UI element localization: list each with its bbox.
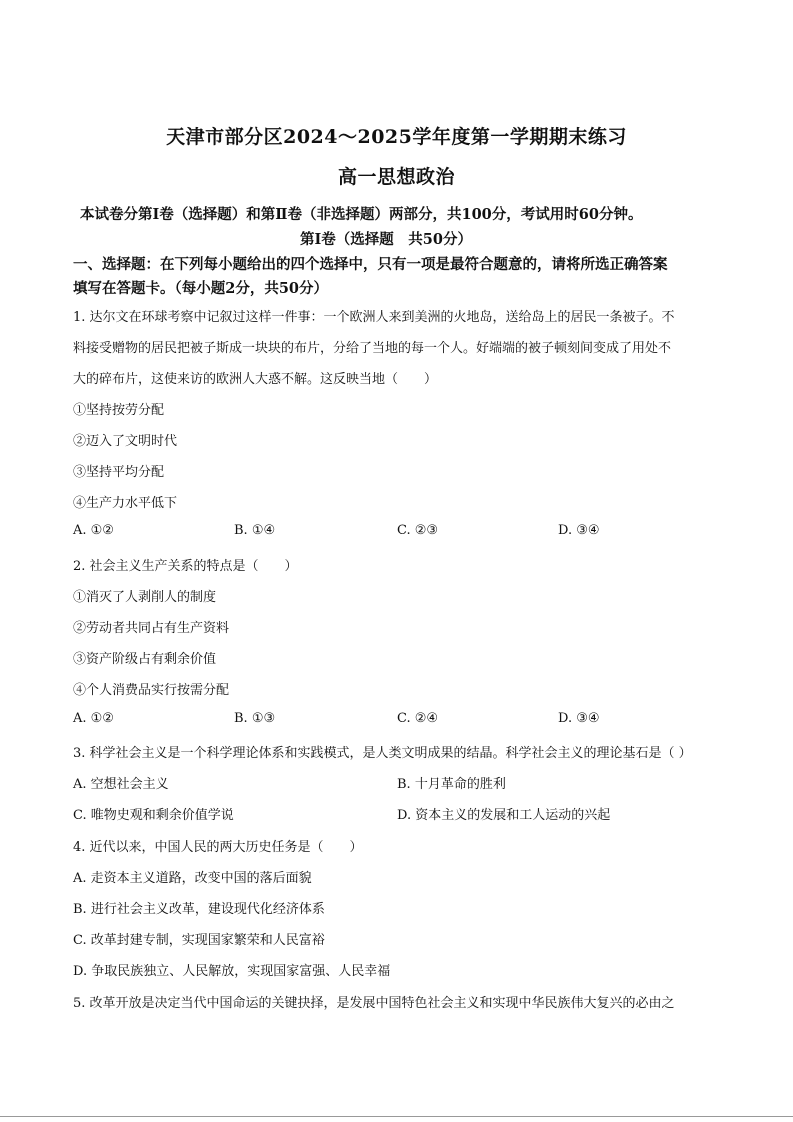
q3-option-a: A. 空想社会主义 <box>73 777 169 792</box>
q4-option-b: B. 进行社会主义改革，建设现代化经济体系 <box>73 902 325 917</box>
q1-option-d: D. ③④ <box>558 523 600 538</box>
q1-stem-line-3: 大的碎布片，这使来访的欧洲人大惑不解。这反映当地（ ） <box>73 372 438 387</box>
instructions-line-1: 一、选择题：在下列每小题给出的四个选择中，只有一项是最符合题意的，请将所选正确答案 <box>73 256 668 273</box>
q2-option-a: A. ①② <box>73 711 114 726</box>
q2-option-b: B. ①③ <box>234 711 276 726</box>
q4-option-c: C. 改革封建专制，实现国家繁荣和人民富裕 <box>73 933 325 948</box>
q4-stem: 4. 近代以来，中国人民的两大历史任务是（ ） <box>73 840 363 855</box>
instructions-line-2: 填写在答题卡。（每小题2分，共50分） <box>73 280 329 297</box>
q3-stem: 3. 科学社会主义是一个科学理论体系和实践模式，是人类文明成果的结晶。科学社会主义的理论基石是（ ） <box>73 746 692 761</box>
q2-statement-3: ③资产阶级占有剩余价值 <box>73 652 217 667</box>
q2-option-c: C. ②④ <box>397 711 439 726</box>
q3-option-c: C. 唯物史观和剩余价值学说 <box>73 808 234 823</box>
q1-statement-1: ①坚持按劳分配 <box>73 403 165 418</box>
q1-option-c: C. ②③ <box>397 523 439 538</box>
q2-stem: 2. 社会主义生产关系的特点是（ ） <box>73 559 298 574</box>
page-title: 天津市部分区2024～2025学年度第一学期期末练习 <box>166 126 627 148</box>
q2-statement-2: ②劳动者共同占有生产资料 <box>73 621 230 636</box>
q1-stem-line-1: 1. 达尔文在环球考察中记叙过这样一件事：一个欧洲人来到美洲的火地岛，送给岛上的居民一条被子。不 <box>73 310 675 325</box>
q2-statement-4: ④个人消费品实行按需分配 <box>73 683 230 698</box>
q2-option-d: D. ③④ <box>558 711 600 726</box>
page-subtitle: 高一思想政治 <box>337 166 455 188</box>
exam-intro: 本试卷分第Ⅰ卷（选择题）和第Ⅱ卷（非选择题）两部分，共100分，考试用时60分钟。 <box>80 206 643 223</box>
q3-option-d: D. 资本主义的发展和工人运动的兴起 <box>397 808 611 823</box>
q1-option-b: B. ①④ <box>234 523 276 538</box>
q5-stem: 5. 改革开放是决定当代中国命运的关键抉择，是发展中国特色社会主义和实现中华民族伟大复兴的必由之 <box>73 996 675 1011</box>
q1-statement-3: ③坚持平均分配 <box>73 465 165 480</box>
q1-stem-line-2: 料接受赠物的居民把被子斯成一块块的布片，分给了当地的每一个人。好端端的被子顿刻间变成了用处不 <box>73 341 672 356</box>
q3-option-b: B. 十月革命的胜利 <box>397 777 506 792</box>
q1-statement-4: ④生产力水平低下 <box>73 496 178 511</box>
q4-option-d: D. 争取民族独立、人民解放，实现国家富强、人民幸福 <box>73 964 391 979</box>
q2-statement-1: ①消灭了人剥削人的制度 <box>73 590 217 605</box>
page-bottom-rule <box>0 1116 793 1117</box>
section-title: 第Ⅰ卷（选择题 共50分） <box>300 231 472 248</box>
q1-option-a: A. ①② <box>73 523 114 538</box>
q4-option-a: A. 走资本主义道路，改变中国的落后面貌 <box>73 871 312 886</box>
q1-statement-2: ②迈入了文明时代 <box>73 434 178 449</box>
